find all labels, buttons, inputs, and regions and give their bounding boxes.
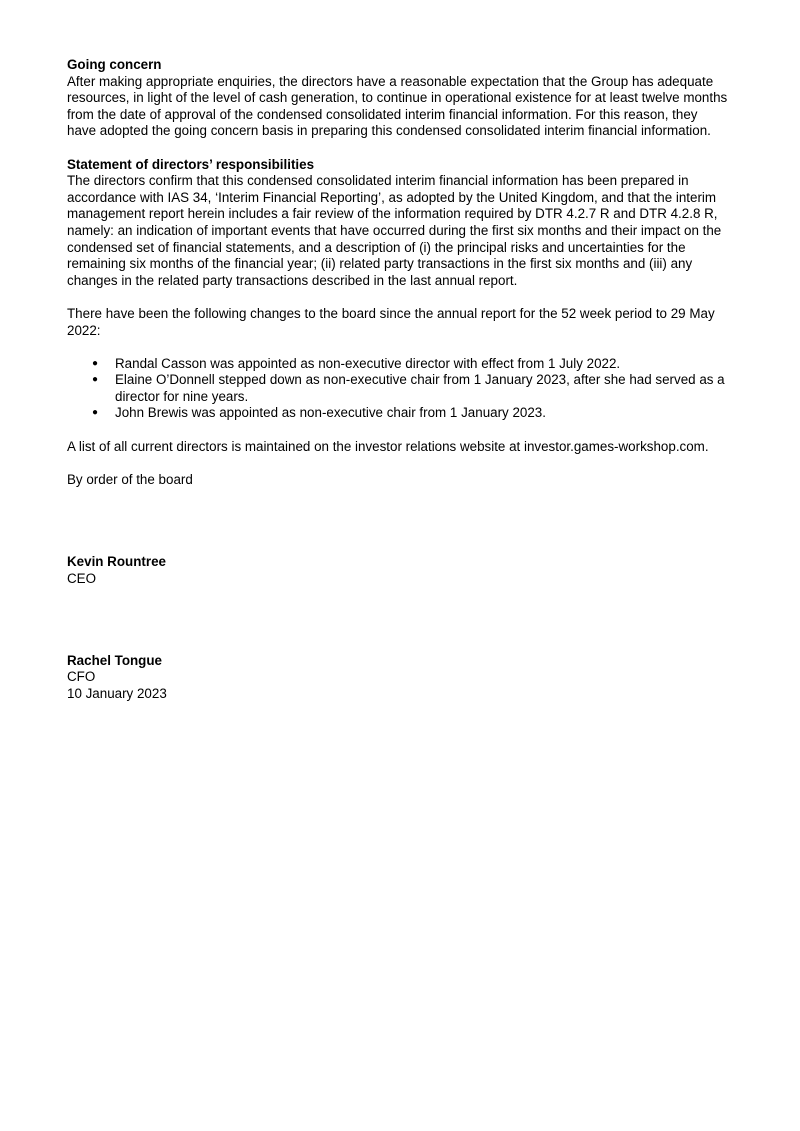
signature-name: Rachel Tongue (67, 652, 162, 668)
section-body: The directors confirm that this condensed consolidated interim financial information has been prepared in accordance with IAS 34, ‘Interim Financial Reporting’, as adopted by the United Kingdom, and that the interim management report herein includes a fair review of the information required by DTR 4.2.7 R and DTR 4.2.8 R, namely: an indication of important events that have occurred during the first six months and their impact on the condensed set of financial statements, and a description of (i) the principal risks and uncertainties for the remaining six months of the financial year; (ii) related party transactions in the first six months and (iii) any changes in the related party transactions described in the last annual report. (67, 173, 722, 288)
bullet-icon: ● (92, 407, 99, 419)
list-item (67, 356, 730, 373)
directors-note: A list of all current directors is maintained on the investor relations website at investor.games-workshop.com. (67, 438, 709, 454)
bullet-icon: ● (92, 357, 99, 369)
signature-title: CEO (67, 571, 97, 587)
signature-block-ceo (67, 554, 730, 587)
signature-name: Kevin Rountree (67, 554, 166, 570)
section-heading: Going concern (67, 57, 162, 72)
list-item-text: Elaine O’Donnell stepped down as non-executive chair from 1 January 2023, after she had served as a director for nine years. (115, 372, 725, 404)
signature-date: 10 January 2023 (67, 685, 167, 701)
signature-block-cfo (67, 653, 730, 703)
by-order-of-board: By order of the board (67, 471, 193, 487)
bullet-icon: ● (92, 374, 99, 386)
list-item (67, 372, 730, 405)
list-item-text: John Brewis was appointed as non-executive chair from 1 January 2023. (115, 405, 546, 421)
section-body: After making appropriate enquiries, the directors have a reasonable expectation that the Group has adequate resources, in light of the level of cash generation, to continue in operational existence for at least twelve months from the date of approval of the condensed consolidated interim financial information. For this reason, they have adopted the going concern basis in preparing this condensed consolidated interim financial information. (67, 73, 728, 139)
board-changes-list (67, 356, 730, 422)
list-item-text: Randal Casson was appointed as non-executive director with effect from 1 July 2022. (115, 355, 621, 371)
section-going-concern (67, 57, 730, 140)
list-item (67, 405, 730, 422)
section-heading: Statement of directors’ responsibilities (67, 156, 315, 172)
section-directors-responsibilities (67, 157, 730, 290)
signature-title: CFO (67, 669, 96, 685)
board-changes-intro: There have been the following changes to the board since the annual report for the 52 week period to 29 May 2022: (67, 305, 715, 338)
